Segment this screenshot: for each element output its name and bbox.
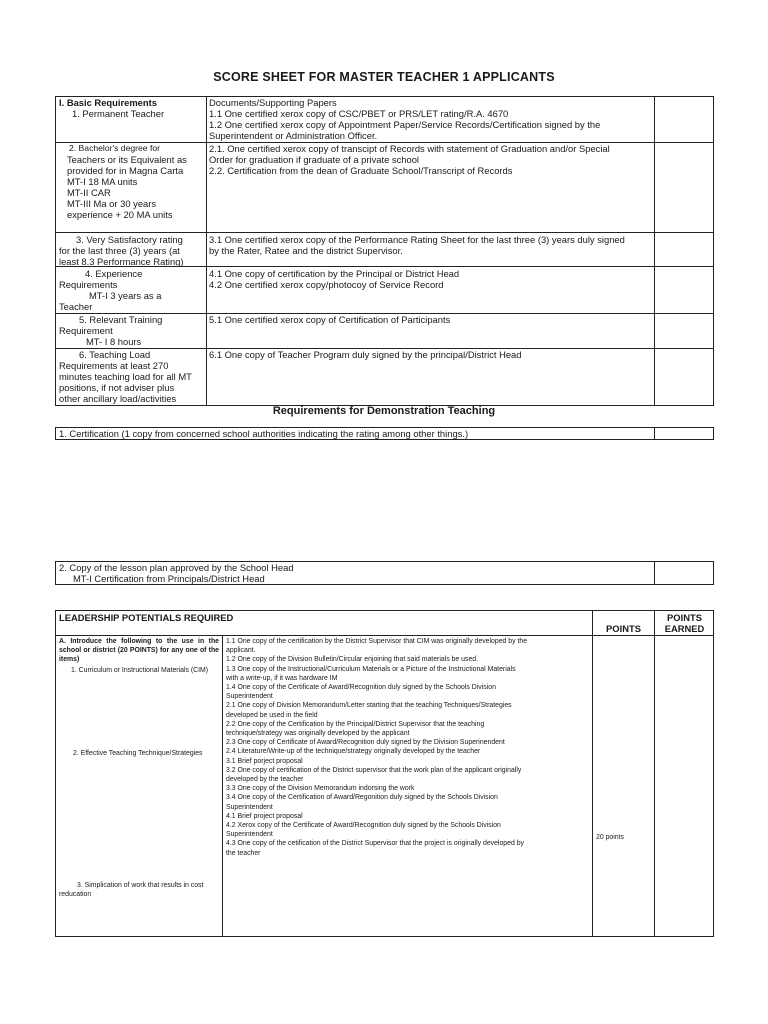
document-line: Order for graduation if graduate of a private school (209, 154, 420, 165)
leadership-document-line: developed by the teacher (226, 776, 304, 784)
leadership-documents (226, 637, 590, 858)
requirement-line: MT-II CAR (67, 187, 111, 198)
requirement-line: for the last three (3) years (at (59, 245, 180, 256)
requirement-line: Teachers or its Equivalent as (67, 154, 187, 165)
demonstration-item-2 (59, 562, 653, 584)
basic-row-5-documents (209, 314, 654, 325)
leadership-document-line: 1.1 One copy of the certification by the District Supervisor that CIM was originally developed by the (226, 638, 528, 645)
document-line: Superintendent or Administration Officer. (209, 130, 378, 141)
demonstration-item-2-table (55, 561, 714, 585)
requirement-line: provided for in Magna Carta (67, 165, 184, 176)
leadership-document-line: Superintendent (226, 803, 273, 811)
demonstration-item-1-table (55, 427, 714, 440)
leadership-document-line: 3.4 One copy of the Certification of Award/Regonition duly signed by the Schools Division (226, 794, 498, 802)
requirement-line: Requirement (59, 325, 113, 336)
requirement-line: MT-III Ma or 30 years (67, 198, 157, 209)
basic-row-2-documents (209, 143, 654, 176)
leadership-document-line: applicant. (226, 647, 256, 655)
requirement-line: Requirements (59, 279, 118, 290)
leadership-header: LEADERSHIP POTENTIALS REQUIRED (59, 612, 234, 623)
requirement-line: MT- I 8 hours (86, 336, 142, 347)
document-line: 2.2. Certification from the dean of Graduate School/Transcript of Records (209, 165, 513, 176)
basic-row-4-requirement (59, 268, 205, 312)
leadership-document-line: 4.1 Brief project proposal (226, 812, 303, 820)
requirement-line: 6. Teaching Load (79, 349, 151, 360)
leadership-document-line: 2.1 One copy of Division Memorandum/Letter starting that the teaching Techniques/Strategies (226, 702, 512, 710)
leadership-document-line: with a write-up, if it was hardware IM (226, 674, 338, 682)
documents-header: Documents/Supporting Papers (209, 97, 337, 108)
demonstration-item-2-line: MT-I Certification from Principals/District Head (73, 573, 265, 584)
requirement-line: positions, if not adviser plus (59, 382, 175, 393)
basic-row-4-documents (209, 268, 654, 290)
requirement-line: 2. Bachelor's degree for (69, 143, 160, 153)
requirement-line: minutes teaching load for all MT (59, 371, 192, 382)
demonstration-teaching-heading: Requirements for Demonstration Teaching (272, 405, 496, 417)
document-line: 1.1 One certified xerox copy of CSC/PBET or PRS/LET rating/R.A. 4670 (209, 108, 509, 119)
leadership-document-line: 1.3 One copy of the Instructional/Curriculum Materials or a Picture of the Instructional Materials (226, 665, 516, 673)
leadership-document-line: 1.4 One copy of the Certificate of Award/Recognition duly signed by the Schools Division (226, 684, 496, 692)
basic-row-5-requirement (59, 314, 205, 347)
document-line: 4.1 One copy of certification by the Principal or District Head (209, 268, 460, 279)
document-line: 3.1 One certified xerox copy of the Performance Rating Sheet for the last three (3) years duly signed (209, 234, 625, 245)
document-line: 5.1 One certified xerox copy of Certification of Participants (209, 314, 451, 325)
leadership-item-2: 2. Effective Teaching Technique/Strategies (73, 750, 203, 757)
requirement-line: least 8.3 Performance Rating) (59, 256, 184, 267)
leadership-item-1: 1. Curriculum or Instructional Materials (CIM) (71, 667, 209, 674)
requirement-line: 3. Very Satisfactory rating (76, 234, 183, 245)
basic-row-6-requirement (59, 349, 205, 404)
leadership-document-line: technique/strategy was originally developed by the applicant (226, 730, 410, 738)
leadership-document-line: the teacher (226, 849, 261, 857)
leadership-document-line: developed be used in the field (226, 711, 318, 719)
points-earned-header-line: POINTS (667, 612, 702, 623)
requirement-line: MT-I 3 years as a (89, 290, 162, 301)
leadership-document-line: 3.2 One copy of certification of the District supervisor that the work plan of the applicant originally (226, 766, 522, 774)
basic-requirements-header: I. Basic Requirements (59, 97, 157, 108)
requirement-line: experience + 20 MA units (67, 209, 173, 220)
points-earned-header-line: EARNED (664, 623, 705, 634)
demonstration-item-2-line: 2. Copy of the lesson plan approved by the School Head (59, 562, 294, 573)
basic-row-1-requirement (59, 97, 205, 119)
points-header: POINTS (606, 623, 641, 634)
requirement-line: other ancillary load/activities (59, 393, 177, 404)
leadership-potentials-table (55, 610, 714, 937)
requirement-line: 5. Relevant Training (79, 314, 163, 325)
demonstration-item-1: 1. Certification (1 copy from concerned school authorities indicating the rating among other things.) (59, 428, 469, 439)
basic-row-6-documents (209, 349, 654, 360)
document-line: 2.1. One certified xerox copy of transcipt of Records with statement of Graduation and/or Special (209, 143, 610, 154)
leadership-document-line: Superintendent (226, 831, 273, 839)
requirement-line: MT-I 18 MA units (67, 176, 138, 187)
leadership-document-line: 2.4 Literature/Write-up of the technique/strategy originally developed by the teacher (226, 748, 481, 756)
document-line: 6.1 One copy of Teacher Program duly signed by the principal/District Head (209, 349, 522, 360)
document-line: 1.2 One certified xerox copy of Appointment Paper/Service Records/Certification signed by the (209, 119, 601, 130)
leadership-document-line: 1.2 One copy of the Division Bulletin/Circular enjoining that said materials be used. (226, 656, 479, 664)
basic-row-3-requirement (59, 234, 205, 267)
leadership-document-line: 2.2 One copy of the Certification by the Principal/District Supervisor that the teaching (226, 720, 485, 728)
requirement-line: Teacher (59, 301, 93, 312)
basic-row-3-documents (209, 234, 654, 256)
requirement-line: 4. Experience (85, 268, 143, 279)
leadership-document-line: 3.3 One copy of the Division Memorandum indorsing the work (226, 785, 415, 793)
leadership-item-3: 3. Simplication of work that results in cost reducation (59, 882, 204, 899)
leadership-document-line: 4.2 Xerox copy of the Certificate of Award/Recognition duly signed by the Schools Division (226, 822, 501, 830)
leadership-document-line: 4.3 One copy of the cetification of the District Supervisor that the project is originally developed by (226, 840, 524, 848)
page-title: SCORE SHEET FOR MASTER TEACHER 1 APPLICANTS (213, 70, 555, 84)
requirement-line: Requirements at least 270 (59, 360, 169, 371)
leadership-document-line: 2.3 One copy of Certificate of Award/Recognition duly signed by the Division Superinendent (226, 739, 505, 747)
basic-requirements-table (55, 96, 714, 406)
basic-row-1-documents (209, 97, 654, 141)
basic-row-2-requirement (59, 143, 205, 220)
document-line: 4.2 One certified xerox copy/photocoy of Service Record (209, 279, 444, 290)
requirement-line: 1. Permanent Teacher (72, 108, 165, 119)
points-value: 20 points (596, 834, 624, 841)
leadership-intro: A. Introduce the following to the use in the school or district (20 POINTS) for any one of the items) (59, 638, 219, 664)
points-earned-header (655, 612, 714, 634)
leadership-document-line: Superintendent (226, 693, 273, 701)
document-line: by the Rater, Ratee and the district Supervisor. (209, 245, 403, 256)
leadership-document-line: 3.1 Brief porject proposal (226, 757, 303, 765)
